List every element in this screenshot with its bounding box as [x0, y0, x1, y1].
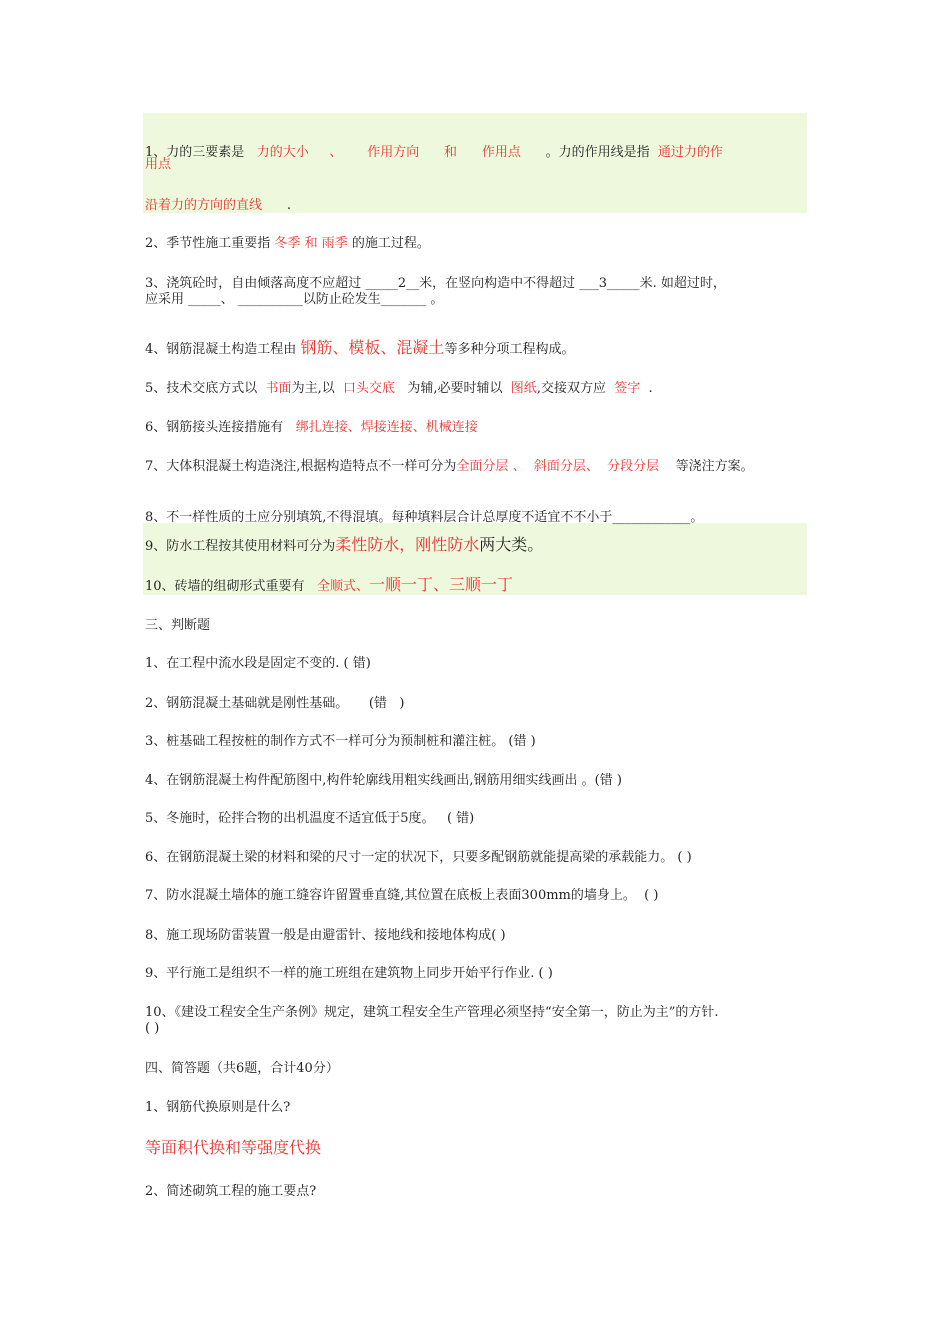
q2-stem: 2、季节性施工重要指: [145, 236, 271, 251]
q1-answer-3: 作用点: [481, 145, 521, 160]
q5-stem-4: ,交接双方应: [536, 381, 606, 396]
q5-answer-2: 口头交底: [342, 381, 395, 396]
q7-answer-1: 全面分层: [456, 459, 509, 474]
judge-item: 3、桩基础工程按桩的制作方式不一样可分为预制桩和灌注桩。 (错 ): [145, 734, 536, 749]
q4-end: 等多种分项工程构成。: [444, 342, 575, 357]
fill-question-9: [145, 537, 543, 555]
judge-item: 7、防水混凝土墙体的施工缝容许留置垂直缝,其位置在底板上表面300mm的墙身上。 ( ): [145, 888, 659, 903]
q9-answer: 柔性防水，刚性防水: [335, 535, 480, 554]
judge-item: 5、冬施时，砼拌合物的出机温度不适宜低于5度。 ( 错): [145, 811, 475, 826]
q5-answer-1: 书面: [265, 381, 292, 396]
judge-item: 1、在工程中流水段是固定不变的. ( 错): [145, 656, 371, 671]
q2-end: 的施工过程。: [351, 236, 430, 251]
judge-item-10-line-1: 10、《建设工程安全生产条例》规定，建筑工程安全生产管理必须坚持“安全第一，防止为主”的方针.: [145, 1005, 719, 1020]
q1-line-3: [145, 198, 291, 214]
short-heading: 四、简答题（共6题，合计40分）: [145, 1061, 339, 1076]
fill-question-6: [145, 420, 478, 436]
fill-question-10: [145, 577, 513, 595]
fill-question-3-line-1: 3、浇筑砼时，自由倾落高度不应超过 _____2__米，在竖向构造中不得超过 ___3_____米. 如超过时，: [145, 276, 726, 291]
q5-stem: 5、技术交底方式以: [145, 381, 258, 396]
q1-answer-4: 通过力的作: [657, 145, 723, 160]
q1-sep-2: 和: [444, 145, 458, 160]
fill-question-8: 8、不一样性质的土应分别填筑,不得混填。每种填料层合计总厚度不适宜不不小于____________。: [145, 510, 704, 525]
q5-stem-2: 为主,以: [291, 381, 335, 396]
q4-answer: 钢筋、模板、混凝土: [300, 338, 445, 357]
q1-answer-5: 沿着力的方向的直线: [145, 198, 263, 213]
q10-answer-1: 全顺式、: [316, 579, 369, 594]
q7-answer-3: 分段分层: [607, 459, 660, 474]
judge-item: 2、钢筋混凝土基础就是刚性基础。 (错 ): [145, 696, 405, 711]
q10-answer-2: 一顺一丁、三顺一丁: [368, 575, 513, 594]
fill-question-7: [145, 459, 754, 475]
q5-answer-4: 签字: [614, 381, 641, 396]
judge-item-10-line-2: ( ): [145, 1021, 160, 1036]
q7-stem: 7、大体积混凝土构造浇注,根据构造特点不一样可分为: [145, 459, 457, 474]
q1-stem: 1、力的三要素是: [145, 145, 245, 160]
q1-answer-1: 力的大小: [256, 145, 309, 160]
q1-stem-2: 。力的作用线是指: [545, 145, 650, 160]
q9-end: 两大类。: [479, 535, 544, 554]
q1-answer-2: 作用方向: [367, 145, 420, 160]
fill-question-3-line-2: 应采用 _____、 __________以防止砼发生_______ 。: [145, 292, 444, 307]
q1-end: .: [286, 198, 291, 213]
q6-answer: 绑扎连接、焊接连接、机械连接: [295, 420, 478, 435]
judge-heading: 三、判断题: [145, 618, 211, 633]
fill-question-5: [145, 381, 653, 397]
fill-question-1: [145, 129, 723, 161]
q2-sep: 和: [304, 236, 318, 251]
judge-item: 4、在钢筋混凝土构件配筋图中,构件轮廓线用粗实线画出,钢筋用细实线画出 。(错 ): [145, 773, 622, 788]
q5-answer-3: 图纸: [510, 381, 537, 396]
q7-answer-2: 斜面分层、: [533, 459, 599, 474]
q10-stem: 10、砖墙的组砌形式重要有: [145, 579, 305, 594]
q1-sep-1: 、: [329, 145, 343, 160]
q7-end: 等浇注方案。: [675, 459, 754, 474]
q1-answer-4-cont: 用点: [145, 157, 172, 172]
judge-item: 8、施工现场防雷装置一般是由避雷针、接地线和接地体构成( ): [145, 928, 506, 943]
judge-item: 6、在钢筋混凝土梁的材料和梁的尺寸一定的状况下，只要多配钢筋就能提高梁的承载能力。 ( ): [145, 850, 692, 865]
q4-stem: 4、钢筋混凝土构造工程由: [145, 342, 297, 357]
short-question-1: 1、钢筋代换原则是什么?: [145, 1100, 291, 1115]
q2-answer-1: 冬季: [274, 236, 301, 251]
short-answer-1: 等面积代换和等强度代换: [145, 1138, 322, 1157]
judge-item: 9、平行施工是组织不一样的施工班组在建筑物上同步开始平行作业. ( ): [145, 966, 553, 981]
q2-answer-2: 雨季: [321, 236, 348, 251]
q6-stem: 6、钢筋接头连接措施有: [145, 420, 284, 435]
q9-stem: 9、防水工程按其使用材料可分为: [145, 539, 336, 554]
fill-question-4: [145, 340, 574, 358]
fill-question-2: [145, 236, 430, 252]
short-question-2: 2、简述砌筑工程的施工要点?: [145, 1184, 317, 1199]
q7-sep: 、: [512, 459, 526, 474]
q5-stem-3: 为辅,必要时辅以: [407, 381, 503, 396]
q5-end: .: [648, 381, 653, 396]
